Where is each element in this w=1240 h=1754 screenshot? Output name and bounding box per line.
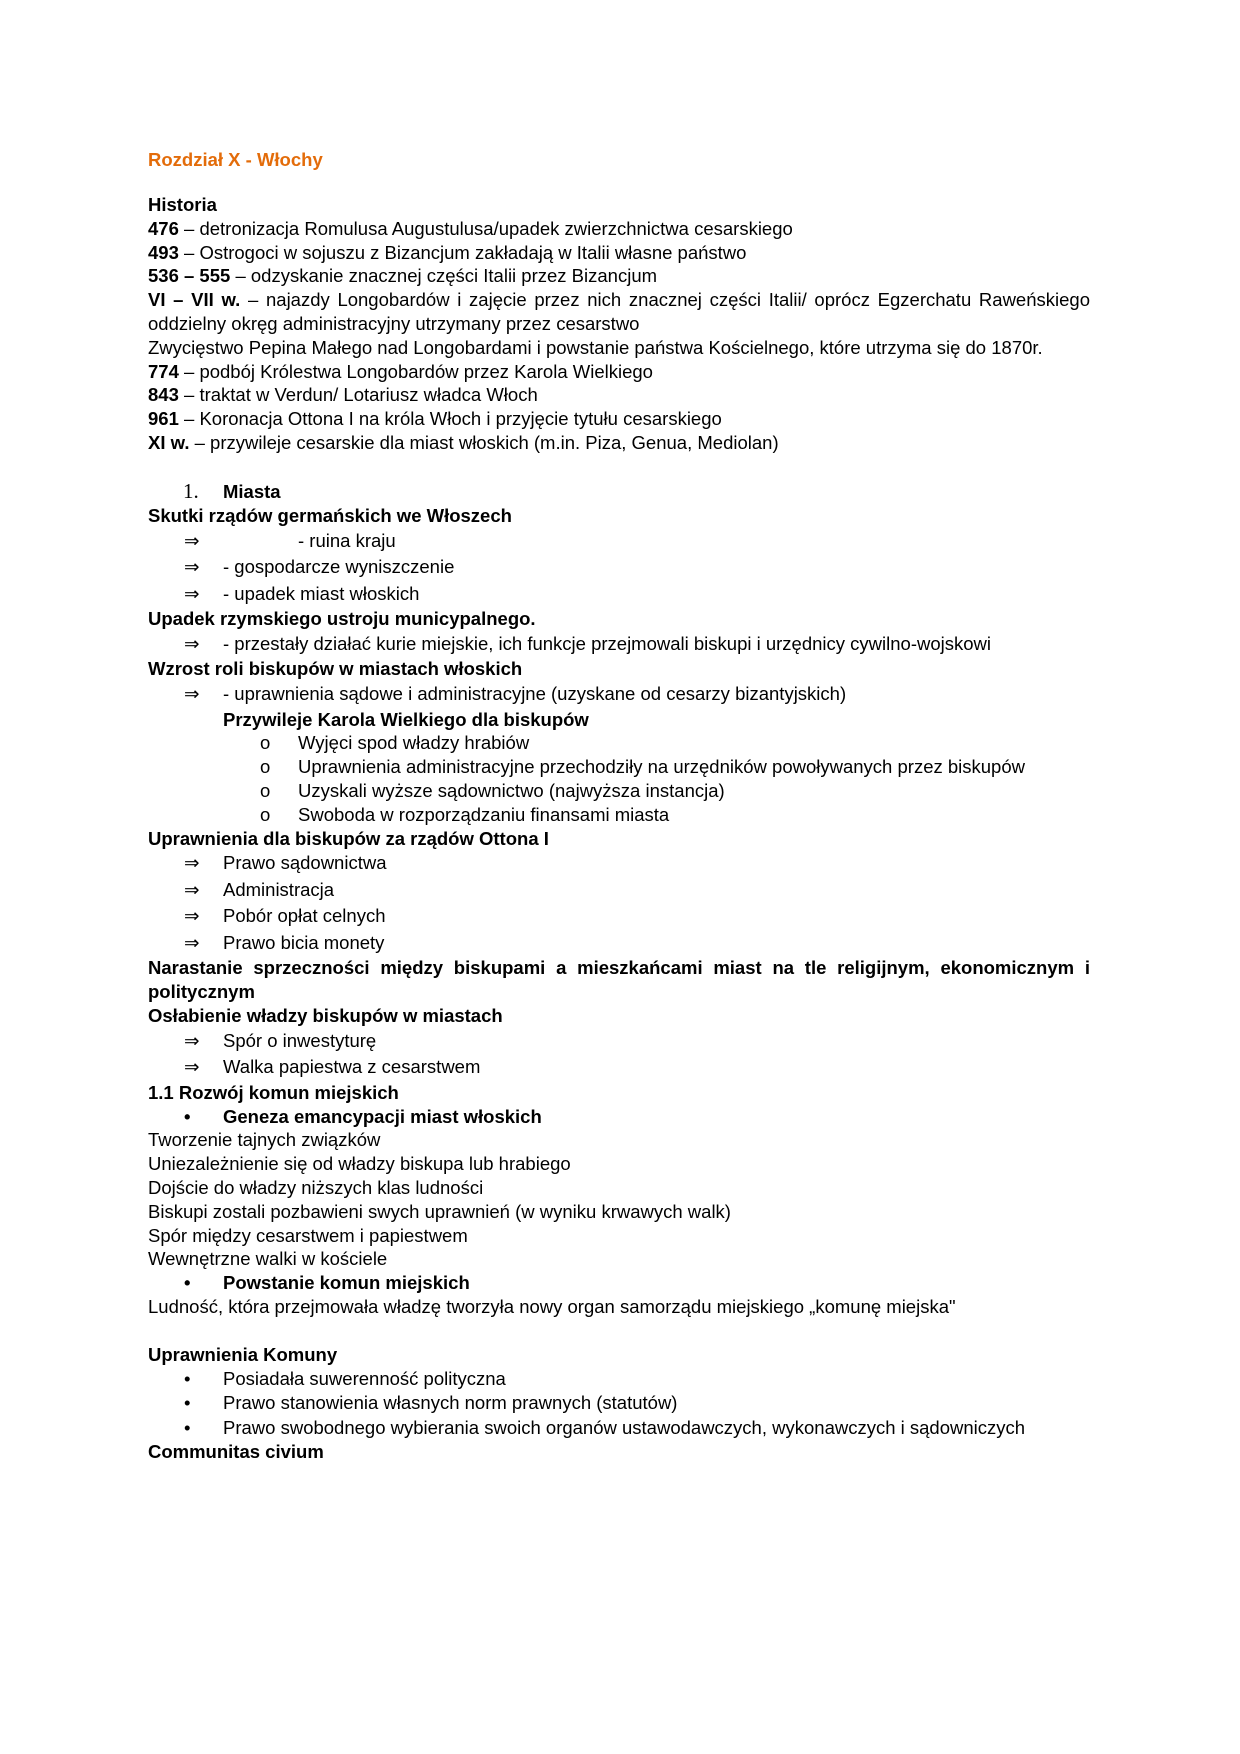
circle-bullet-icon: o: [260, 756, 271, 778]
circle-item: o Swoboda w rozporządzaniu finansami miasta: [260, 803, 670, 825]
arrow-icon: ⇒: [184, 529, 200, 551]
historia-entry: Zwycięstwo Pepina Małego nad Longobardami i powstanie państwa Kościelnego, które utrzyma się do 1870r.: [148, 336, 1043, 358]
arrow-icon: ⇒: [184, 852, 200, 874]
arrow-icon: ⇒: [184, 683, 200, 705]
geneza-line: Dojście do władzy niższych klas ludności: [148, 1177, 484, 1199]
arrow-icon: ⇒: [184, 556, 200, 578]
historia-entry: 843 – traktat w Verdun/ Lotariusz władca Włoch: [148, 384, 538, 406]
przywileje-subheading: Przywileje Karola Wielkiego dla biskupów: [223, 708, 589, 730]
communitas-heading: Communitas civium: [148, 1441, 324, 1463]
arrow-item: ⇒ - gospodarcze wyniszczenie: [148, 554, 1090, 581]
narastanie-heading: Narastanie sprzeczności między biskupami a mieszkańcami miast na tle religijnym, ekonomicznym i politycznym: [148, 957, 1090, 1003]
circle-item: o Uzyskali wyższe sądownictwo (najwyższa instancja): [260, 780, 725, 802]
section-1-heading: 1. Miasta: [183, 478, 281, 503]
document-page: [148, 148, 1090, 1464]
bullet-item: • Prawo stanowienia własnych norm prawnych (statutów): [148, 1391, 1090, 1416]
section-1-1-heading: 1.1 Rozwój komun miejskich: [148, 1081, 399, 1103]
arrow-icon: ⇒: [184, 582, 200, 604]
arrow-item: ⇒ - upadek miast włoskich: [148, 581, 1090, 608]
bullet-item: • Prawo swobodnego wybierania swoich organów ustawodawczych, wykonawczych i sądowniczych: [148, 1416, 1090, 1441]
arrow-icon: ⇒: [184, 632, 200, 654]
bullet-icon: •: [184, 1105, 191, 1127]
oslabienie-heading: Osłabienie władzy biskupów w miastach: [148, 1005, 503, 1027]
arrow-icon: ⇒: [184, 1056, 200, 1078]
circle-item: o Wyjęci spod władzy hrabiów: [260, 732, 530, 754]
powstanie-heading: • Powstanie komun miejskich: [184, 1272, 470, 1294]
bullet-item: • Posiadała suwerenność polityczna: [148, 1367, 1090, 1392]
historia-entry: VI – VII w. – najazdy Longobardów i zajęcie przez nich znacznej części Italii/ oprócz Egzerchatu Raweńskiego oddzielny okręg administracyjny utrzymany przez cesarstwo: [148, 289, 1090, 334]
arrow-icon: ⇒: [184, 1029, 200, 1051]
arrow-item: ⇒ Walka papiestwa z cesarstwem: [148, 1054, 1090, 1081]
arrow-item: ⇒ - przestały działać kurie miejskie, ich funkcje przejmowali biskupi i urzędnicy cywilno-wojskowi: [148, 631, 1090, 658]
bullet-icon: •: [184, 1272, 191, 1294]
uprawnienia-komuny-heading: Uprawnienia Komuny: [148, 1343, 338, 1365]
arrow-item: ⇒ Prawo bicia monety: [148, 930, 1090, 957]
historia-entry: 493 – Ostrogoci w sojuszu z Bizancjum zakładają w Italii własne państwo: [148, 241, 747, 263]
geneza-line: Spór między cesarstwem i papiestwem: [148, 1224, 468, 1246]
historia-entry: 774 – podbój Królestwa Longobardów przez Karola Wielkiego: [148, 360, 653, 382]
arrow-item: ⇒ Administracja: [148, 877, 1090, 904]
geneza-line: Tworzenie tajnych związków: [148, 1129, 381, 1151]
circle-bullet-icon: o: [260, 732, 271, 754]
geneza-heading: • Geneza emancypacji miast włoskich: [184, 1105, 542, 1127]
geneza-line: Biskupi zostali pozbawieni swych uprawnień (w wyniku krwawych walk): [148, 1200, 731, 1222]
circle-bullet-icon: o: [260, 780, 271, 802]
bullet-icon: •: [184, 1367, 191, 1389]
arrow-icon: ⇒: [184, 931, 200, 953]
bullet-icon: •: [184, 1392, 191, 1414]
arrow-item: ⇒ Spór o inwestyturę: [148, 1028, 1090, 1055]
historia-heading: Historia: [148, 194, 217, 215]
powstanie-text: Ludność, która przejmowała władzę tworzyła nowy organ samorządu miejskiego „komunę miejska": [148, 1296, 956, 1317]
wzrost-heading: Wzrost roli biskupów w miastach włoskich: [148, 658, 523, 680]
circle-bullet-icon: o: [260, 803, 271, 825]
list-number: 1.: [183, 478, 199, 503]
historia-entry: XI w. – przywileje cesarskie dla miast włoskich (m.in. Piza, Genua, Mediolan): [148, 431, 779, 453]
arrow-item: ⇒ - ruina kraju: [148, 528, 1090, 555]
circle-item: o Uprawnienia administracyjne przechodziły na urzędników powoływanych przez biskupów: [260, 756, 1025, 778]
geneza-line: Wewnętrzne walki w kościele: [148, 1248, 388, 1270]
arrow-item: ⇒ - uprawnienia sądowe i administracyjne (uzyskane od cesarzy bizantyjskich): [148, 681, 1090, 708]
upadek-heading: Upadek rzymskiego ustroju municypalnego.: [148, 608, 536, 630]
geneza-line: Uniezależnienie się od władzy biskupa lub hrabiego: [148, 1153, 571, 1175]
arrow-item: ⇒ Pobór opłat celnych: [148, 903, 1090, 930]
otton-heading: Uprawnienia dla biskupów za rządów Ottona I: [148, 827, 549, 849]
historia-entry: 536 – 555 – odzyskanie znacznej części Italii przez Bizancjum: [148, 265, 658, 287]
chapter-title: Rozdział X - Włochy: [148, 149, 323, 170]
arrow-item: ⇒ Prawo sądownictwa: [148, 850, 1090, 877]
historia-entry: 961 – Koronacja Ottona I na króla Włoch i przyjęcie tytułu cesarskiego: [148, 408, 722, 430]
arrow-icon: ⇒: [184, 905, 200, 927]
bullet-icon: •: [184, 1416, 191, 1438]
historia-entry: 476 – detronizacja Romulusa Augustulusa/upadek zwierzchnictwa cesarskiego: [148, 217, 793, 239]
skutki-heading: Skutki rządów germańskich we Włoszech: [148, 504, 512, 526]
arrow-icon: ⇒: [184, 878, 200, 900]
